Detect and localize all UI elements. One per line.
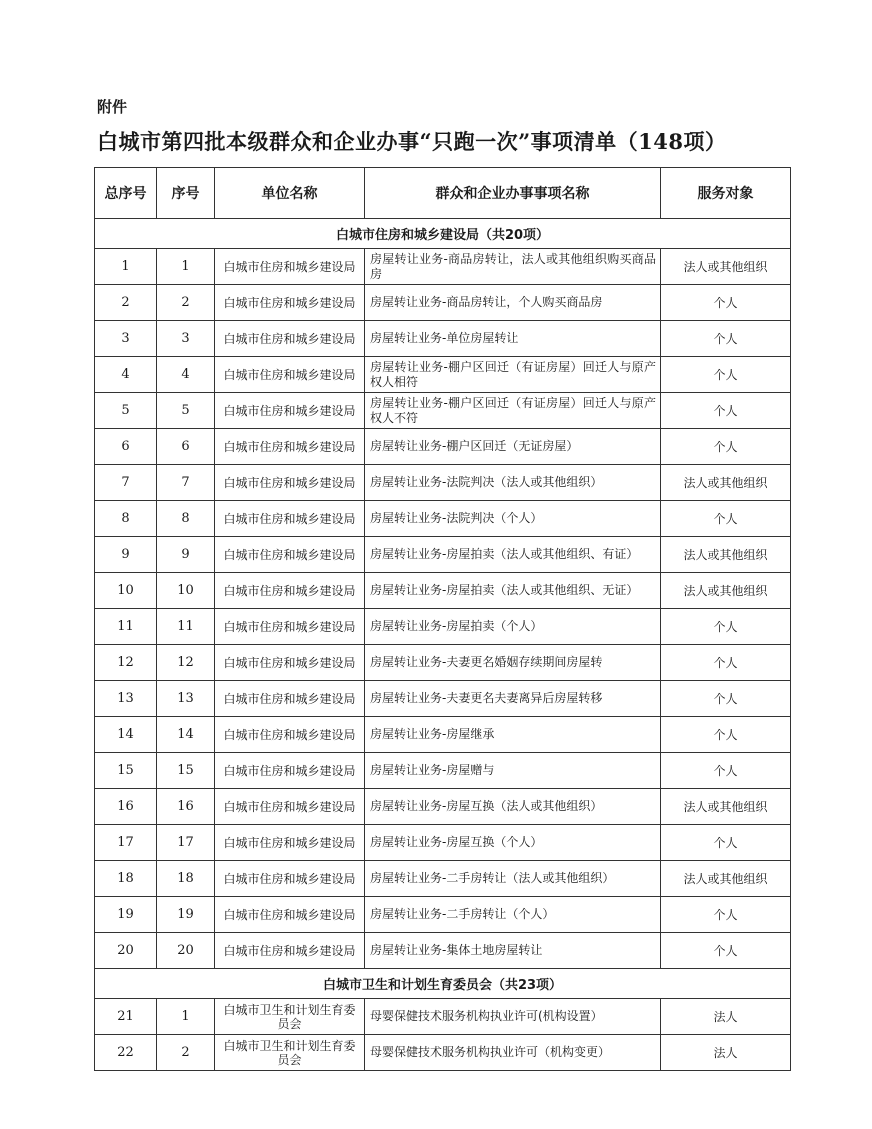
table-row xyxy=(95,1035,791,1071)
table-row xyxy=(95,321,791,357)
item-name-cell: 房屋转让业务-房屋继承 xyxy=(365,717,661,753)
item-name-cell: 房屋转让业务-房屋赠与 xyxy=(365,753,661,789)
header-total-no: 总序号 xyxy=(95,168,157,219)
unit-name-cell: 白城市住房和城乡建设局 xyxy=(215,321,365,357)
table-body xyxy=(95,219,791,1071)
unit-name-cell: 白城市住房和城乡建设局 xyxy=(215,249,365,285)
seq-no-cell: 3 xyxy=(157,321,215,357)
table-row xyxy=(95,645,791,681)
unit-name-cell: 白城市住房和城乡建设局 xyxy=(215,537,365,573)
table-row xyxy=(95,465,791,501)
table-row xyxy=(95,897,791,933)
service-target-cell: 法人或其他组织 xyxy=(661,537,791,573)
table-row xyxy=(95,825,791,861)
total-no-cell: 19 xyxy=(95,897,157,933)
service-target-cell: 个人 xyxy=(661,609,791,645)
service-target-cell: 法人或其他组织 xyxy=(661,573,791,609)
total-no-cell: 1 xyxy=(95,249,157,285)
unit-name-cell: 白城市住房和城乡建设局 xyxy=(215,717,365,753)
total-no-cell: 11 xyxy=(95,609,157,645)
table-row xyxy=(95,357,791,393)
service-target-cell: 法人或其他组织 xyxy=(661,249,791,285)
table-row xyxy=(95,573,791,609)
seq-no-cell: 17 xyxy=(157,825,215,861)
service-target-cell: 个人 xyxy=(661,825,791,861)
seq-no-cell: 20 xyxy=(157,933,215,969)
document-title: 白城市第四批本级群众和企业办事“只跑一次”事项清单（148项） xyxy=(97,129,727,154)
seq-no-cell: 2 xyxy=(157,1035,215,1071)
total-no-cell: 21 xyxy=(95,999,157,1035)
unit-name-cell: 白城市住房和城乡建设局 xyxy=(215,357,365,393)
header-item-name: 群众和企业办事事项名称 xyxy=(365,168,661,219)
seq-no-cell: 11 xyxy=(157,609,215,645)
total-no-cell: 16 xyxy=(95,789,157,825)
service-target-cell: 个人 xyxy=(661,429,791,465)
item-name-cell: 房屋转让业务-夫妻更名夫妻离异后房屋转移 xyxy=(365,681,661,717)
service-target-cell: 个人 xyxy=(661,753,791,789)
unit-name-cell: 白城市住房和城乡建设局 xyxy=(215,573,365,609)
total-no-cell: 13 xyxy=(95,681,157,717)
item-name-cell: 房屋转让业务-棚户区回迁（无证房屋） xyxy=(365,429,661,465)
seq-no-cell: 2 xyxy=(157,285,215,321)
total-no-cell: 5 xyxy=(95,393,157,429)
table-row xyxy=(95,501,791,537)
unit-name-cell: 白城市住房和城乡建设局 xyxy=(215,681,365,717)
item-name-cell: 房屋转让业务-棚户区回迁（有证房屋）回迁人与原产权人不符 xyxy=(365,393,661,429)
unit-name-cell: 白城市住房和城乡建设局 xyxy=(215,393,365,429)
item-list-table xyxy=(94,167,791,1071)
total-no-cell: 18 xyxy=(95,861,157,897)
seq-no-cell: 18 xyxy=(157,861,215,897)
item-name-cell: 房屋转让业务-房屋拍卖（个人） xyxy=(365,609,661,645)
section-title: 白城市住房和城乡建设局（共20项） xyxy=(95,219,791,249)
service-target-cell: 个人 xyxy=(661,897,791,933)
section-header-row xyxy=(95,969,791,999)
table-row xyxy=(95,393,791,429)
item-name-cell: 房屋转让业务-房屋互换（个人） xyxy=(365,825,661,861)
table-row xyxy=(95,861,791,897)
item-name-cell: 房屋转让业务-单位房屋转让 xyxy=(365,321,661,357)
seq-no-cell: 15 xyxy=(157,753,215,789)
seq-no-cell: 12 xyxy=(157,645,215,681)
service-target-cell: 法人 xyxy=(661,1035,791,1071)
total-no-cell: 2 xyxy=(95,285,157,321)
unit-name-cell: 白城市住房和城乡建设局 xyxy=(215,825,365,861)
total-no-cell: 17 xyxy=(95,825,157,861)
seq-no-cell: 8 xyxy=(157,501,215,537)
item-name-cell: 房屋转让业务-集体土地房屋转让 xyxy=(365,933,661,969)
table-row xyxy=(95,999,791,1035)
item-name-cell: 房屋转让业务-商品房转让，法人或其他组织购买商品房 xyxy=(365,249,661,285)
service-target-cell: 个人 xyxy=(661,357,791,393)
item-name-cell: 母婴保健技术服务机构执业许可(机构设置） xyxy=(365,999,661,1035)
table-row xyxy=(95,753,791,789)
seq-no-cell: 16 xyxy=(157,789,215,825)
total-no-cell: 6 xyxy=(95,429,157,465)
table-row xyxy=(95,537,791,573)
unit-name-cell: 白城市住房和城乡建设局 xyxy=(215,645,365,681)
table-row xyxy=(95,249,791,285)
service-target-cell: 个人 xyxy=(661,393,791,429)
total-no-cell: 7 xyxy=(95,465,157,501)
seq-no-cell: 4 xyxy=(157,357,215,393)
unit-name-cell: 白城市住房和城乡建设局 xyxy=(215,465,365,501)
section-header-row xyxy=(95,219,791,249)
table-header-row xyxy=(95,168,791,219)
item-name-cell: 房屋转让业务-棚户区回迁（有证房屋）回迁人与原产权人相符 xyxy=(365,357,661,393)
unit-name-cell: 白城市住房和城乡建设局 xyxy=(215,501,365,537)
total-no-cell: 15 xyxy=(95,753,157,789)
item-name-cell: 房屋转让业务-夫妻更名婚姻存续期间房屋转 xyxy=(365,645,661,681)
total-no-cell: 9 xyxy=(95,537,157,573)
seq-no-cell: 6 xyxy=(157,429,215,465)
unit-name-cell: 白城市住房和城乡建设局 xyxy=(215,789,365,825)
service-target-cell: 个人 xyxy=(661,285,791,321)
service-target-cell: 个人 xyxy=(661,933,791,969)
total-no-cell: 3 xyxy=(95,321,157,357)
seq-no-cell: 13 xyxy=(157,681,215,717)
unit-name-cell: 白城市住房和城乡建设局 xyxy=(215,753,365,789)
table-row xyxy=(95,609,791,645)
item-name-cell: 房屋转让业务-房屋拍卖（法人或其他组织、无证） xyxy=(365,573,661,609)
item-name-cell: 母婴保健技术服务机构执业许可（机构变更） xyxy=(365,1035,661,1071)
seq-no-cell: 7 xyxy=(157,465,215,501)
total-no-cell: 12 xyxy=(95,645,157,681)
seq-no-cell: 1 xyxy=(157,999,215,1035)
seq-no-cell: 1 xyxy=(157,249,215,285)
item-name-cell: 房屋转让业务-法院判决（个人） xyxy=(365,501,661,537)
service-target-cell: 个人 xyxy=(661,501,791,537)
table-row xyxy=(95,789,791,825)
item-name-cell: 房屋转让业务-二手房转让（个人） xyxy=(365,897,661,933)
service-target-cell: 法人或其他组织 xyxy=(661,861,791,897)
unit-name-cell: 白城市卫生和计划生育委员会 xyxy=(215,1035,365,1071)
service-target-cell: 个人 xyxy=(661,321,791,357)
table-row xyxy=(95,717,791,753)
total-no-cell: 4 xyxy=(95,357,157,393)
unit-name-cell: 白城市住房和城乡建设局 xyxy=(215,285,365,321)
unit-name-cell: 白城市住房和城乡建设局 xyxy=(215,933,365,969)
table-row xyxy=(95,285,791,321)
header-seq-no: 序号 xyxy=(157,168,215,219)
table-row xyxy=(95,933,791,969)
seq-no-cell: 5 xyxy=(157,393,215,429)
service-target-cell: 个人 xyxy=(661,681,791,717)
unit-name-cell: 白城市住房和城乡建设局 xyxy=(215,429,365,465)
service-target-cell: 法人 xyxy=(661,999,791,1035)
item-name-cell: 房屋转让业务-房屋互换（法人或其他组织） xyxy=(365,789,661,825)
total-no-cell: 20 xyxy=(95,933,157,969)
unit-name-cell: 白城市住房和城乡建设局 xyxy=(215,609,365,645)
service-target-cell: 个人 xyxy=(661,717,791,753)
seq-no-cell: 14 xyxy=(157,717,215,753)
header-service-target: 服务对象 xyxy=(661,168,791,219)
total-no-cell: 10 xyxy=(95,573,157,609)
item-name-cell: 房屋转让业务-房屋拍卖（法人或其他组织、有证） xyxy=(365,537,661,573)
seq-no-cell: 10 xyxy=(157,573,215,609)
service-target-cell: 法人或其他组织 xyxy=(661,789,791,825)
seq-no-cell: 19 xyxy=(157,897,215,933)
service-target-cell: 个人 xyxy=(661,645,791,681)
header-unit-name: 单位名称 xyxy=(215,168,365,219)
unit-name-cell: 白城市住房和城乡建设局 xyxy=(215,861,365,897)
item-name-cell: 房屋转让业务-二手房转让（法人或其他组织） xyxy=(365,861,661,897)
unit-name-cell: 白城市住房和城乡建设局 xyxy=(215,897,365,933)
total-no-cell: 22 xyxy=(95,1035,157,1071)
annex-label: 附件 xyxy=(97,98,128,116)
service-target-cell: 法人或其他组织 xyxy=(661,465,791,501)
table-row xyxy=(95,681,791,717)
seq-no-cell: 9 xyxy=(157,537,215,573)
section-title: 白城市卫生和计划生育委员会（共23项） xyxy=(95,969,791,999)
item-name-cell: 房屋转让业务-商品房转让，个人购买商品房 xyxy=(365,285,661,321)
table-row xyxy=(95,429,791,465)
total-no-cell: 8 xyxy=(95,501,157,537)
item-name-cell: 房屋转让业务-法院判决（法人或其他组织） xyxy=(365,465,661,501)
unit-name-cell: 白城市卫生和计划生育委员会 xyxy=(215,999,365,1035)
total-no-cell: 14 xyxy=(95,717,157,753)
